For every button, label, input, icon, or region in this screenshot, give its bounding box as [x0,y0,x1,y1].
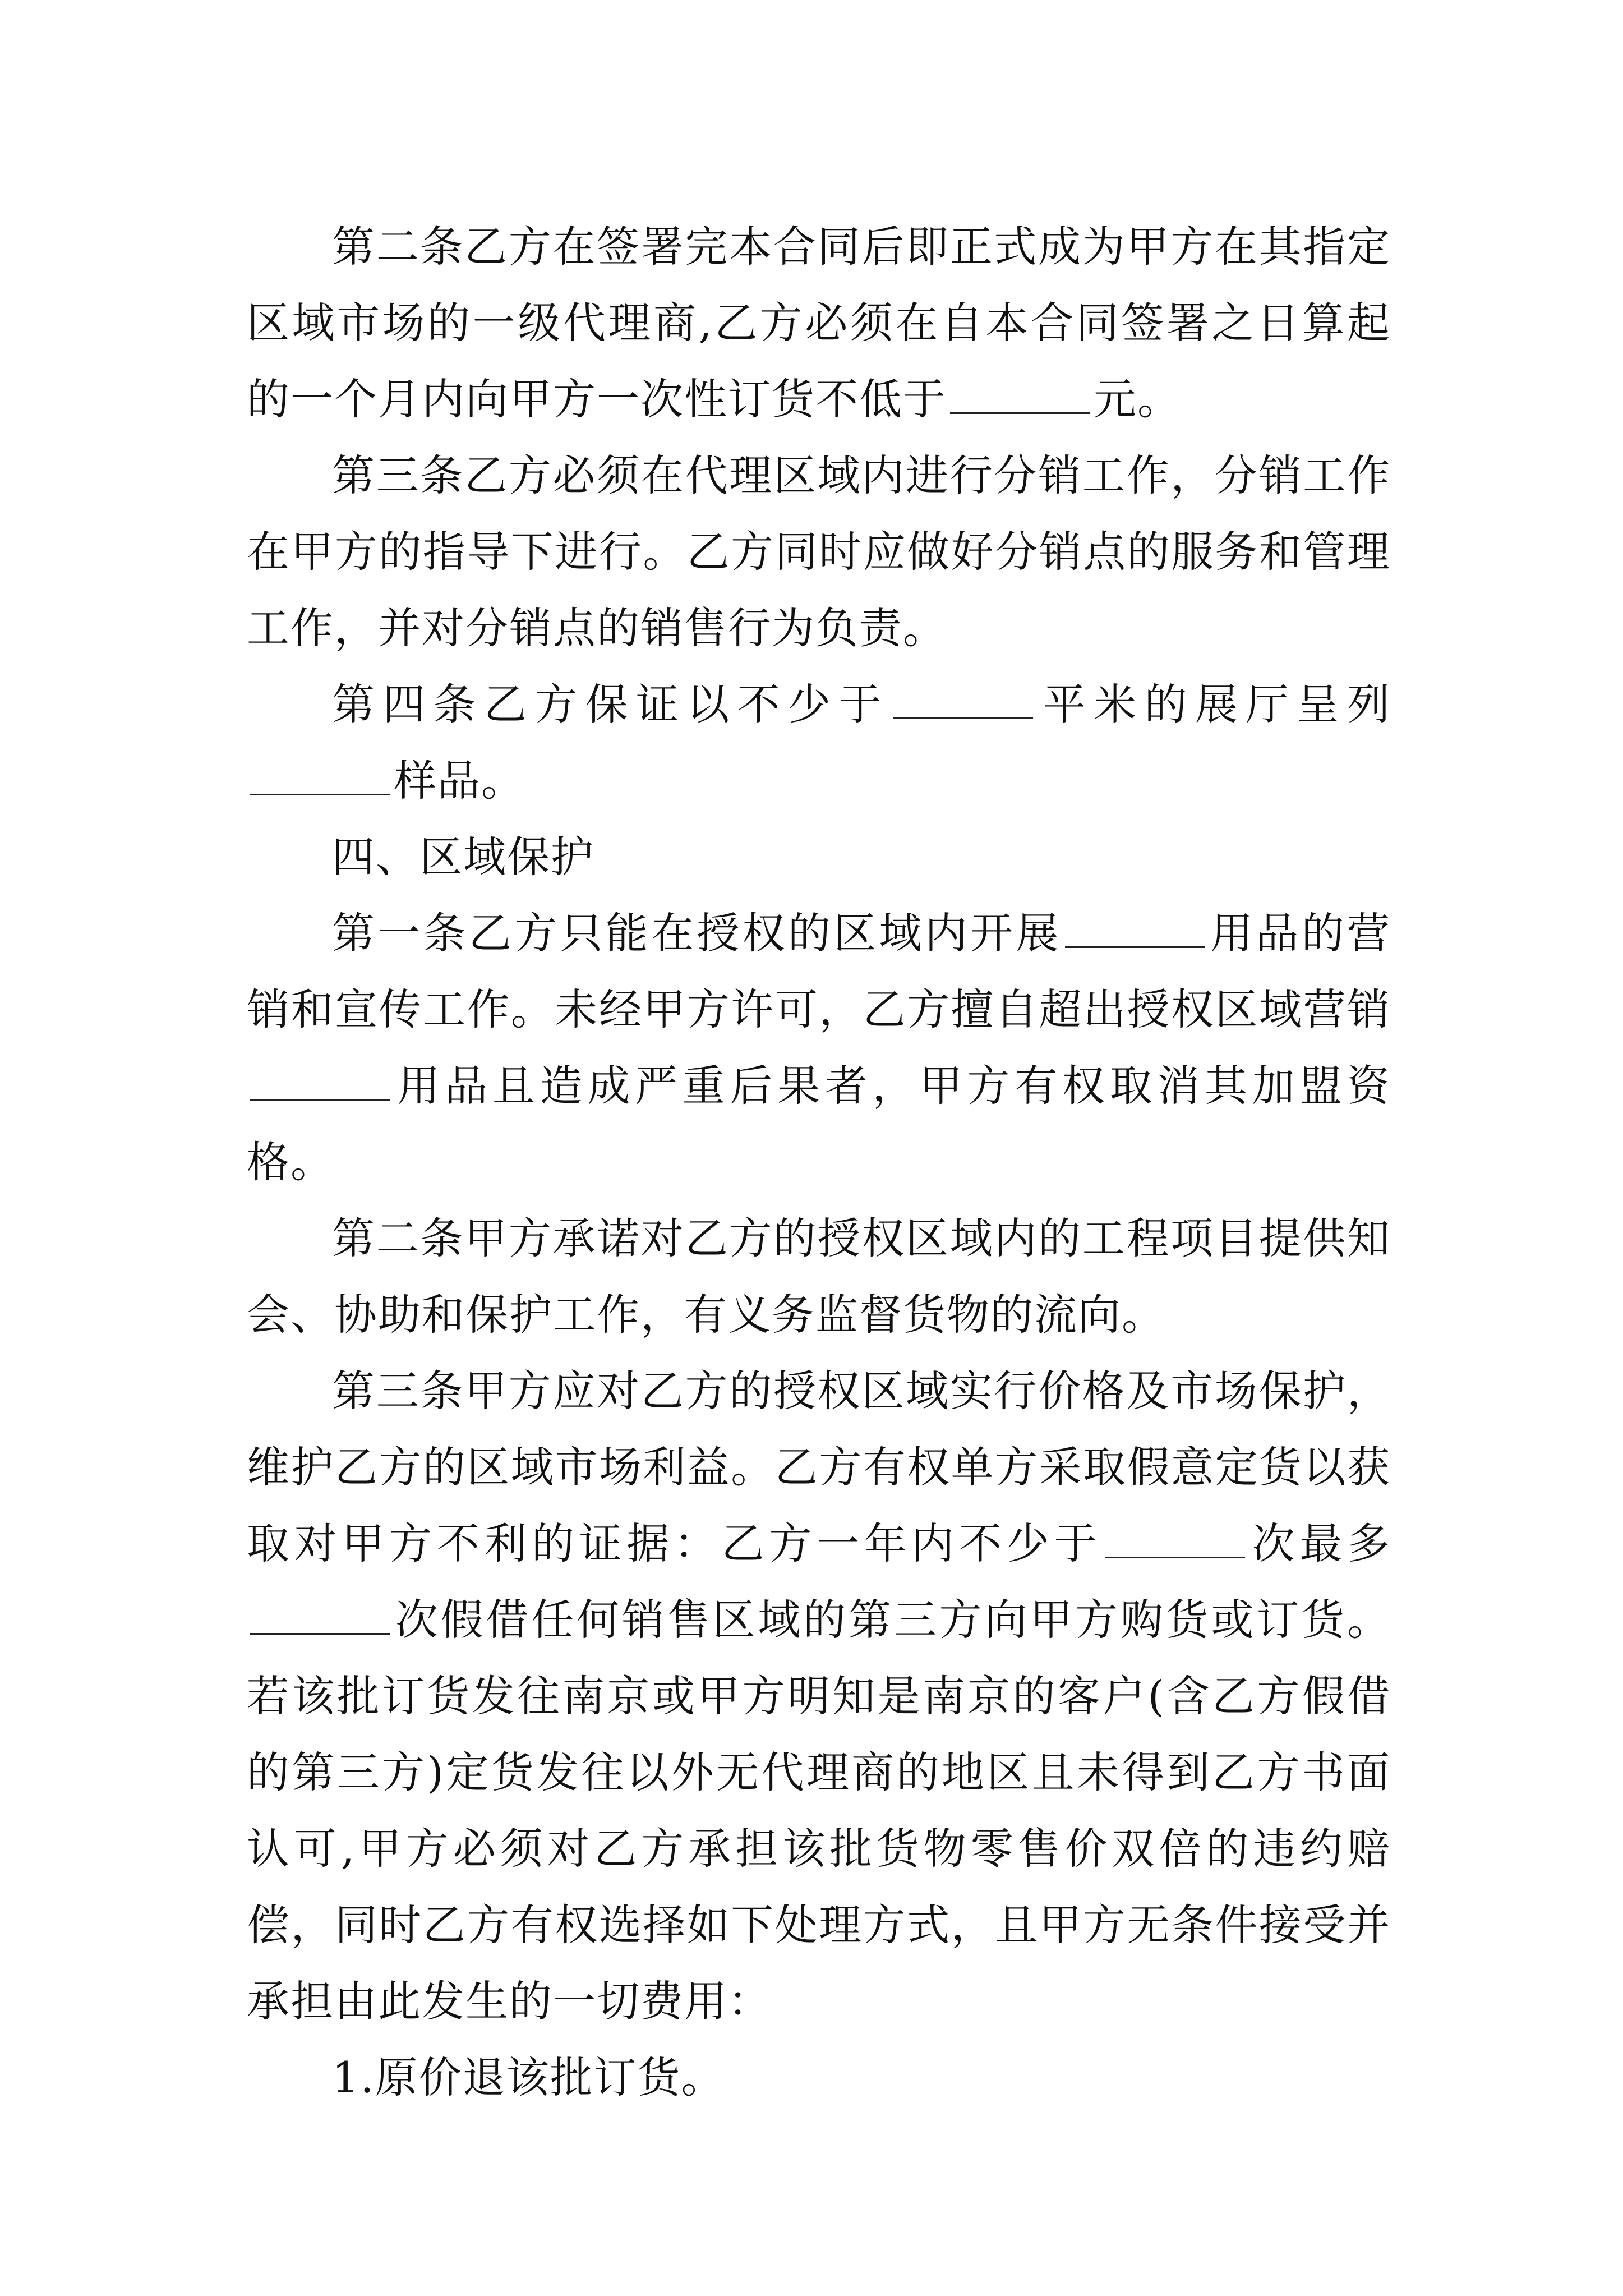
section-heading-text: 四、区域保护 [332,832,594,882]
paragraph-article-4-showroom [247,666,1391,819]
blank-line [1065,913,1205,948]
text-segment: 第二条乙方在签署完本合同后即正式成为甲方在其指定区域市场的一级代理商,乙方必须在自本合同签署之日算起的一个月内向甲方一次性订货不低于 [247,222,1391,424]
paragraph-article-2-project-support [247,1200,1391,1353]
text-segment: 第一条乙方只能在授权的区域内开展 [332,908,1062,958]
blank-line [250,1599,390,1635]
blank-line [250,1065,390,1101]
paragraph-article-3-price-protection [247,1353,1391,2040]
text-segment: 次最多 [1248,1519,1391,1568]
text-segment: 元。 [1094,374,1181,424]
document-body [247,209,1391,2116]
text-segment: 第二条甲方承诺对乙方的授权区域内的工程项目提供知会、协助和保护工作，有义务监督货物的流向。 [247,1213,1391,1340]
blank-line [950,379,1090,414]
section-heading-regional-protection [247,819,1391,895]
text-segment: 1.原价退该批订货。 [332,2053,725,2102]
text-segment: 第三条甲方应对乙方的授权区域实行价格及市场保护，维护乙方的区域市场利益。乙方有权单方采取假意定货以获取对甲方不利的证据：乙方一年内不少于 [247,1366,1391,1568]
blank-line [893,684,1033,719]
text-segment: 用品的营销和宣传工作。未经甲方许可，乙方擅自超出授权区域营销 [247,908,1391,1034]
paragraph-article-1-authorized-area [247,895,1391,1200]
text-segment: 次假借任何销售区域的第三方向甲方购货或订货。若该批订货发往南京或甲方明知是南京的客户(含乙方假借的第三方)定货发往以外无代理商的地区且未得到乙方书面认可,甲方必须对乙方承担该批货物零售价双倍的违约赔偿，同时乙方有权选择如下处理方式，且甲方无条件接受并承担由此发生的一切费用： [247,1595,1391,2026]
blank-line [250,760,390,795]
text-segment: 用品且造成严重后果者，甲方有权取消其加盟资格。 [247,1061,1391,1187]
text-segment: 第三条乙方必须在代理区域内进行分销工作，分销工作在甲方的指导下进行。乙方同时应做好分销点的服务和管理工作，并对分销点的销售行为负责。 [247,450,1391,653]
blank-line [1105,1523,1245,1558]
text-segment: 样品。 [394,756,525,806]
paragraph-article-2-orders [247,209,1391,438]
paragraph-article-3-distribution [247,438,1391,666]
text-segment: 平米的展厅呈列 [1036,679,1391,729]
list-item-option-1 [247,2040,1391,2116]
text-segment: 第四条乙方保证以不少于 [332,679,889,729]
